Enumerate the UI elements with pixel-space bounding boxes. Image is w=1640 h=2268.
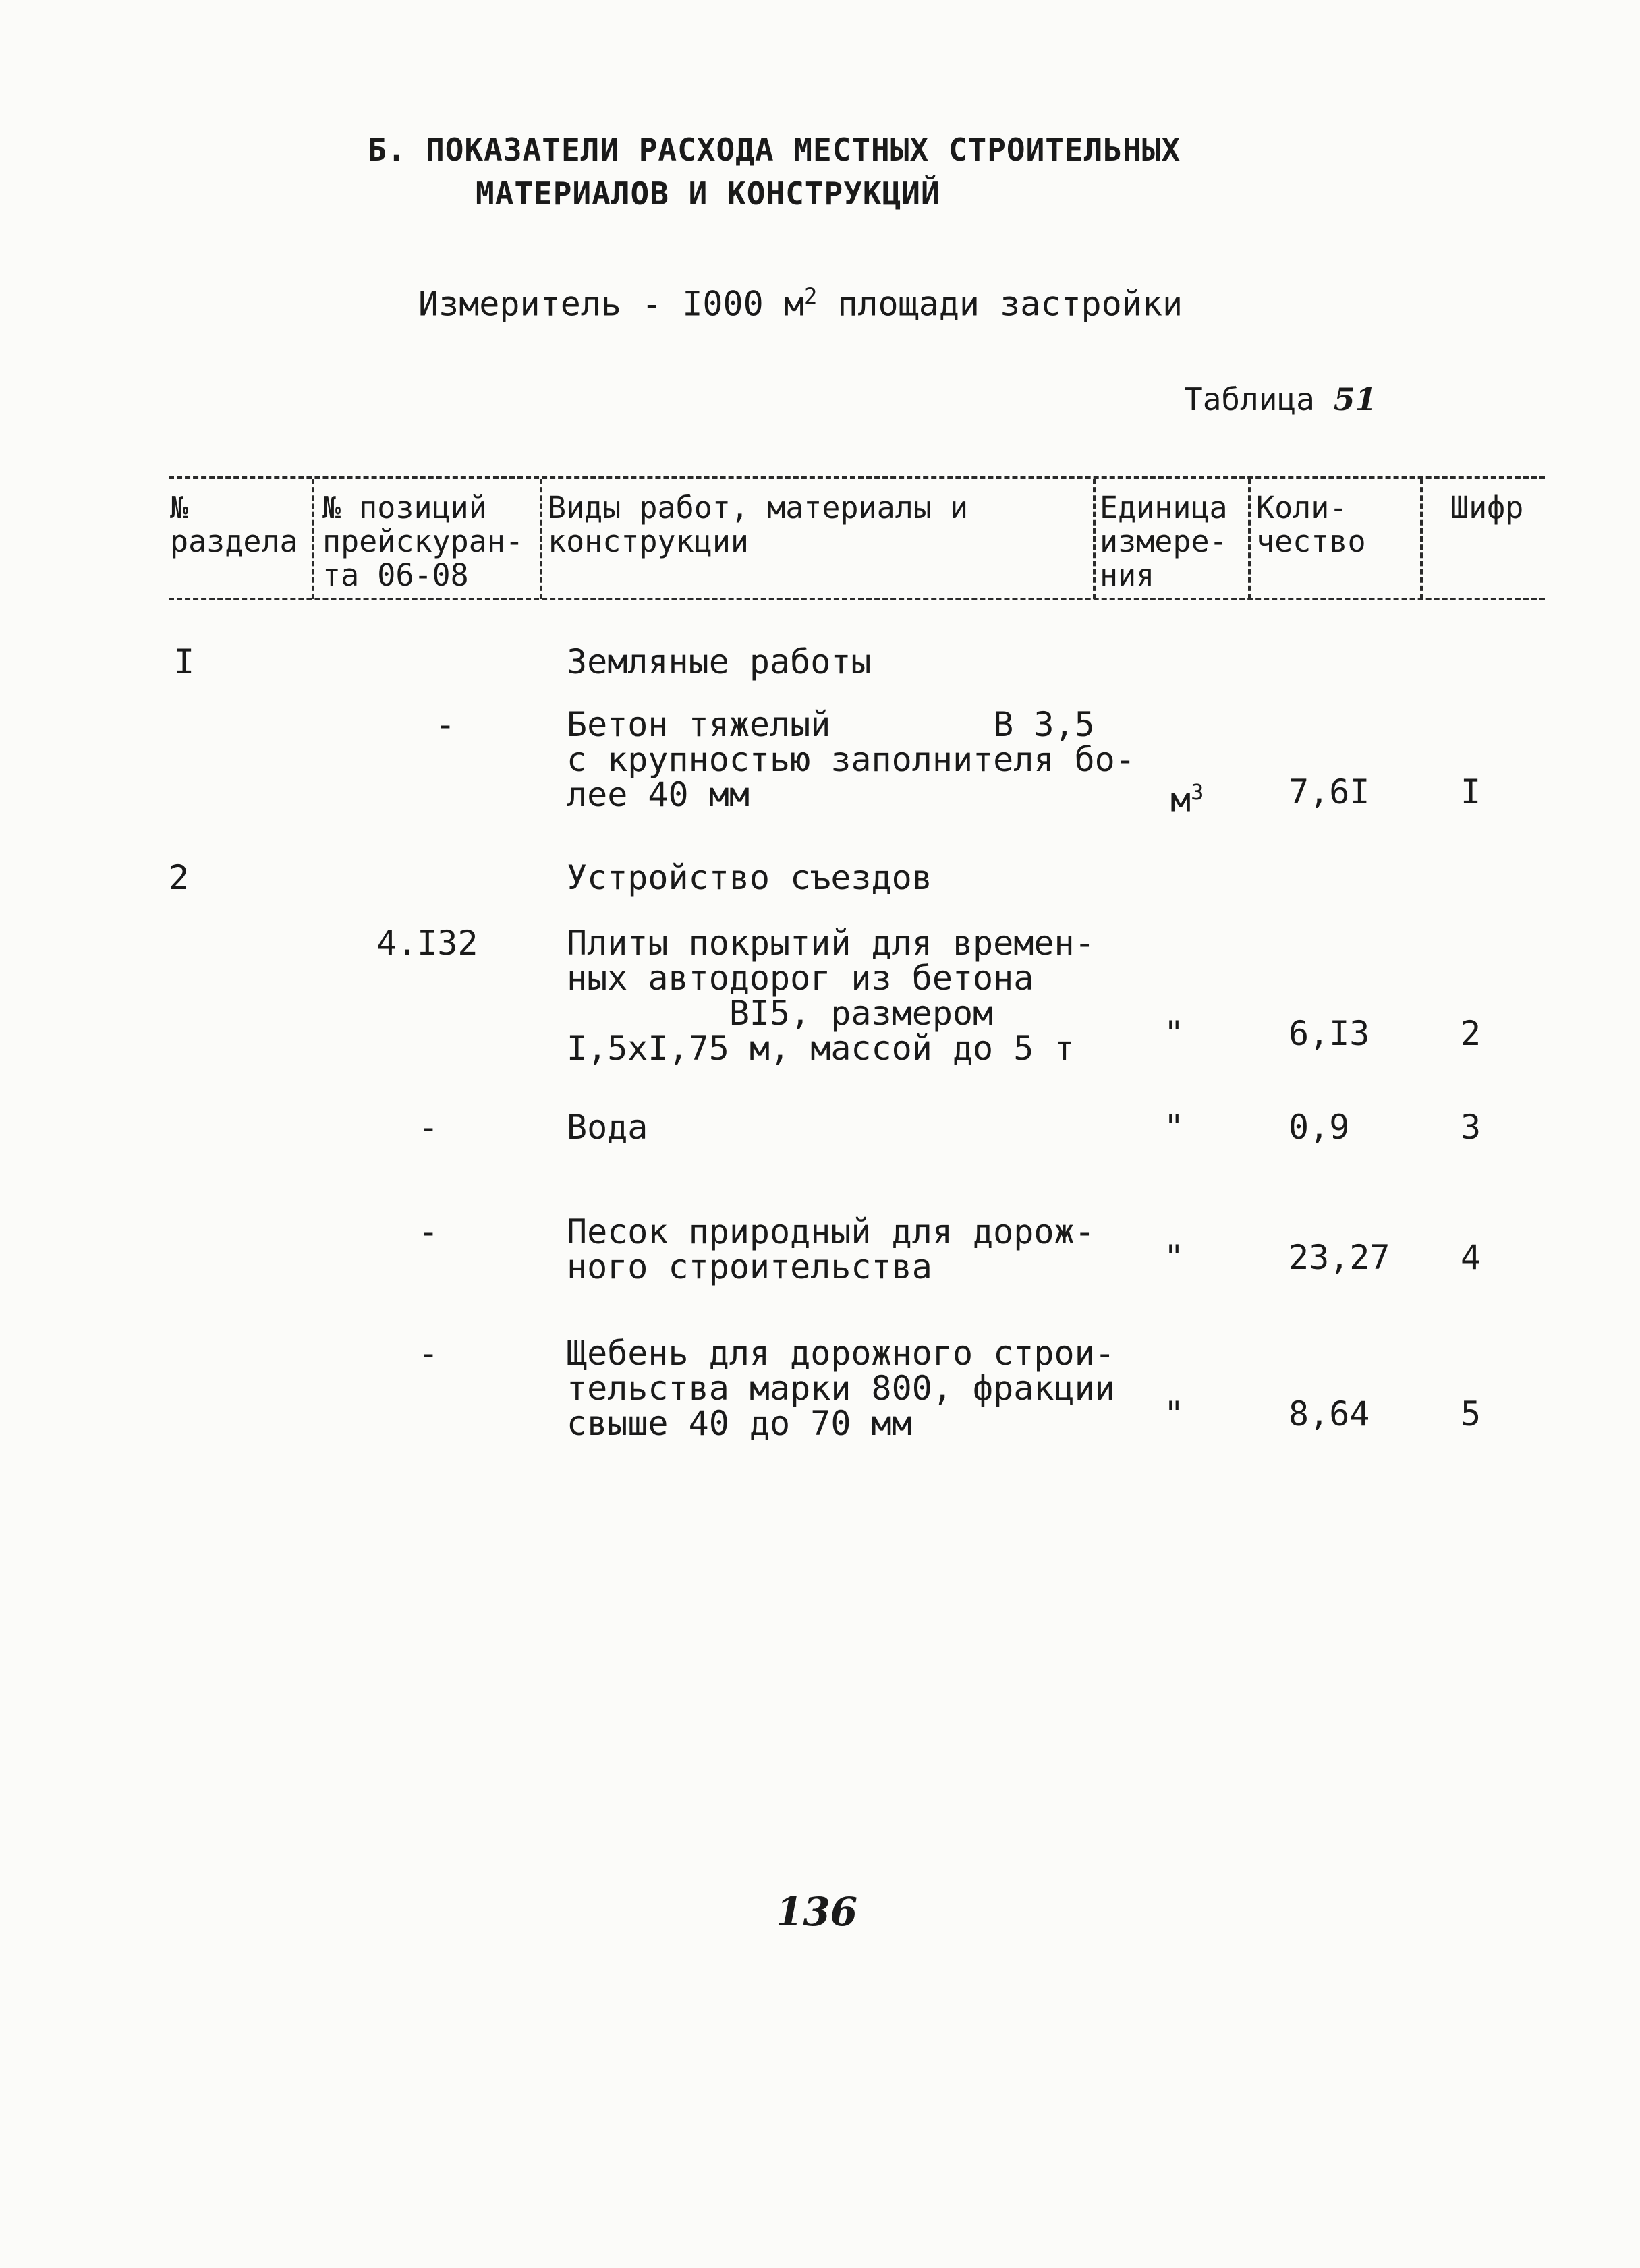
- works-line: Плиты покрытий для времен-: [567, 924, 1095, 963]
- column-separator-5: [1420, 479, 1423, 599]
- header-works: [548, 491, 968, 559]
- row-3-works: [567, 860, 932, 895]
- row-2-unit: [1170, 774, 1204, 818]
- header-qty-line: чество: [1256, 523, 1366, 559]
- works-line: ных автодорог из бетона: [567, 959, 1034, 998]
- header-works-line: конструкции: [548, 523, 750, 559]
- measure-suffix: площади застройки: [817, 284, 1183, 324]
- heading-line-2: МАТЕРИАЛОВ И КОНСТРУКЦИЙ: [476, 175, 940, 212]
- row-6-code: 4: [1461, 1238, 1481, 1277]
- row-6-works: [567, 1214, 1095, 1284]
- column-separator-3: [1093, 479, 1096, 599]
- row-3-section: 2: [169, 858, 190, 897]
- row-6-qty: 23,27: [1289, 1238, 1390, 1277]
- works-line: Устройство съездов: [567, 858, 932, 897]
- header-unit-line: измере-: [1100, 523, 1228, 559]
- column-separator-2: [540, 479, 542, 599]
- header-position-line: та 06-08: [322, 557, 469, 593]
- row-6-unit: ": [1164, 1238, 1185, 1277]
- works-line: Щебень для дорожного строи-: [567, 1334, 1115, 1373]
- measure-prefix: Измеритель - I000 м: [418, 284, 804, 324]
- row-2-qty: 7,6I: [1289, 772, 1370, 812]
- page-number: 136: [776, 1889, 858, 1935]
- works-line: тельства марки 800, фракции: [567, 1369, 1115, 1408]
- works-line: с крупностью заполнителя бо-: [567, 740, 1135, 779]
- header-position-line: № позиций: [322, 490, 487, 526]
- header-code-line: Шифр: [1450, 490, 1524, 526]
- row-6-position: -: [418, 1212, 439, 1251]
- table-top-rule: [169, 476, 1545, 479]
- works-line: лее 40 мм: [567, 775, 750, 814]
- header-code: [1450, 491, 1523, 525]
- row-1-works: [567, 644, 872, 679]
- row-5-qty: 0,9: [1289, 1108, 1350, 1147]
- header-section-line: №: [170, 490, 189, 526]
- row-4-qty: 6,I3: [1289, 1014, 1370, 1053]
- works-line: Бетон тяжелый В 3,5: [567, 705, 1095, 744]
- works-line: Земляные работы: [567, 642, 872, 681]
- works-line: ного строительства: [567, 1247, 932, 1286]
- header-qty-line: Коли-: [1256, 490, 1348, 526]
- row-4-works: [567, 926, 1095, 1066]
- works-line: I,5xI,75 м, массой до 5 т: [567, 1029, 1075, 1068]
- header-unit: [1100, 491, 1228, 592]
- header-position-line: прейскуран-: [322, 523, 524, 559]
- row-5-position: -: [418, 1108, 439, 1147]
- heading-line-1: Б. ПОКАЗАТЕЛИ РАСХОДА МЕСТНЫХ СТРОИТЕЛЬНЫХ: [368, 132, 1181, 168]
- column-separator-1: [312, 479, 314, 599]
- row-7-position: -: [418, 1334, 439, 1373]
- column-separator-4: [1248, 479, 1251, 599]
- header-position: [322, 491, 524, 592]
- header-section-line: раздела: [170, 523, 298, 559]
- row-7-works: [567, 1336, 1115, 1441]
- row-7-unit: ": [1164, 1394, 1185, 1434]
- header-unit-line: Единица: [1100, 490, 1228, 526]
- row-5-works: [567, 1110, 648, 1145]
- table-label: [1184, 381, 1377, 418]
- row-2-works: [567, 707, 1135, 812]
- row-2-code: I: [1461, 772, 1481, 812]
- row-5-unit: ": [1164, 1108, 1185, 1147]
- works-line: Песок природный для дорож-: [567, 1212, 1095, 1251]
- row-7-qty: 8,64: [1289, 1394, 1370, 1434]
- measure-line: [418, 283, 1183, 324]
- row-7-code: 5: [1461, 1394, 1481, 1434]
- measure-sup: 2: [803, 283, 818, 309]
- row-5-code: 3: [1461, 1108, 1481, 1147]
- header-qty: [1256, 491, 1366, 559]
- header-works-line: Виды работ, материалы и: [548, 490, 969, 526]
- row-4-position: 4.I32: [376, 924, 478, 963]
- unit-text: м: [1170, 780, 1191, 820]
- header-section: [170, 491, 298, 559]
- row-4-unit: ": [1164, 1014, 1185, 1053]
- row-1-section: I: [174, 642, 195, 681]
- table-label-number: 51: [1333, 381, 1377, 418]
- table-header-bottom-rule: [169, 598, 1545, 600]
- works-line: свыше 40 до 70 мм: [567, 1404, 912, 1443]
- row-4-code: 2: [1461, 1014, 1481, 1053]
- works-line: BI5, размером: [567, 994, 994, 1033]
- table-label-word: Таблица: [1184, 381, 1334, 418]
- works-line: Вода: [567, 1108, 648, 1147]
- unit-sup: 3: [1191, 779, 1204, 805]
- header-unit-line: ния: [1100, 557, 1155, 593]
- row-2-position: -: [435, 705, 456, 744]
